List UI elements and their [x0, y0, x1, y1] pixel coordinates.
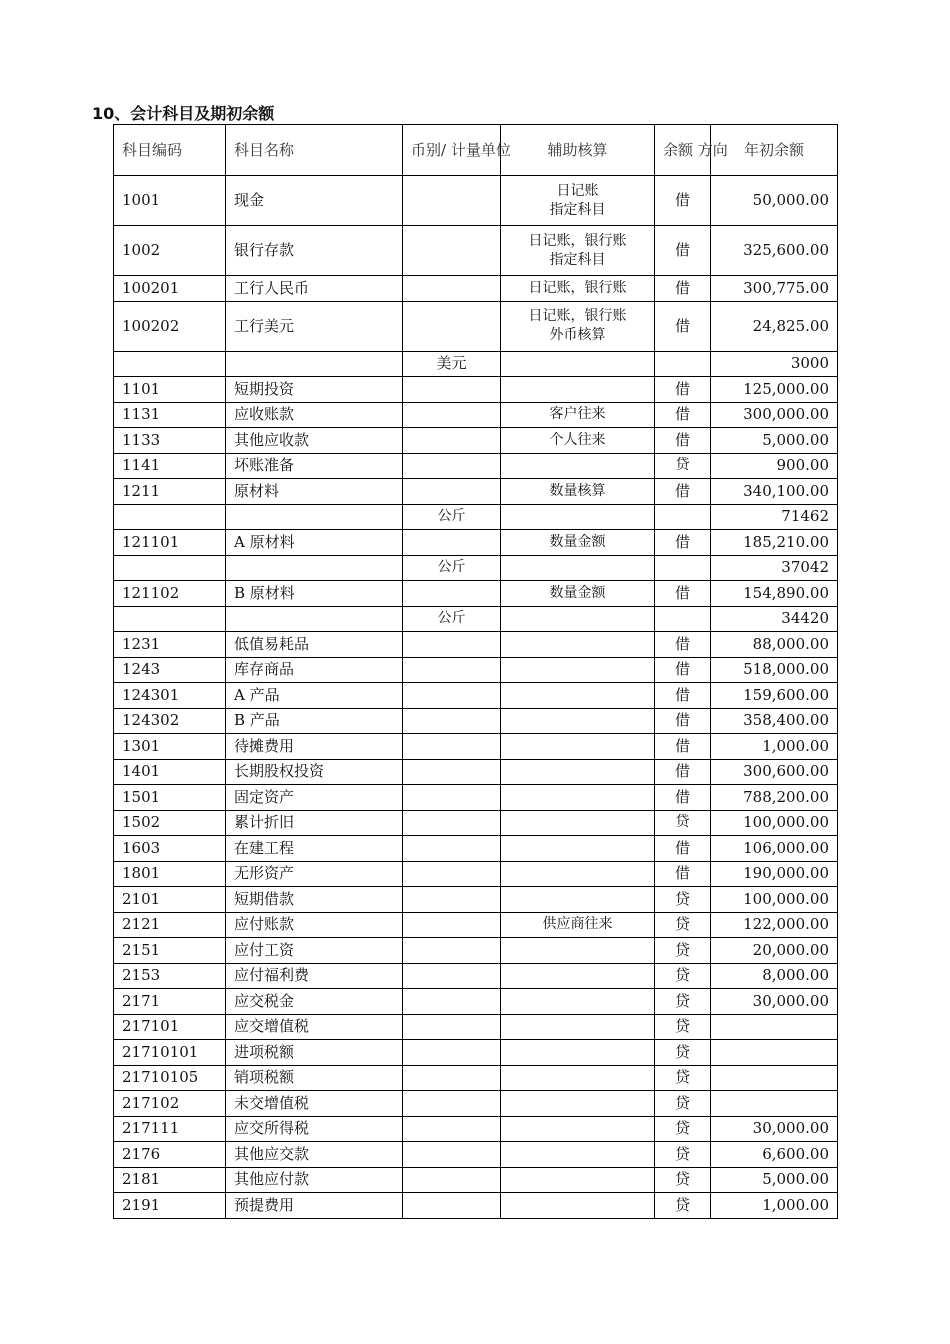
table-row — [114, 1167, 838, 1193]
table-row — [114, 428, 838, 454]
cell-aux — [501, 887, 655, 913]
cell-direction: 借 — [655, 226, 711, 276]
cell-name: 长期股权投资 — [226, 759, 403, 785]
cell-code: 2181 — [114, 1167, 226, 1193]
table-row — [114, 1116, 838, 1142]
cell-balance: 8,000.00 — [711, 963, 838, 989]
cell-direction: 贷 — [655, 963, 711, 989]
cell-balance: 5,000.00 — [711, 1167, 838, 1193]
cell-balance: 122,000.00 — [711, 912, 838, 938]
cell-balance: 5,000.00 — [711, 428, 838, 454]
cell-aux — [501, 989, 655, 1015]
cell-aux — [501, 377, 655, 403]
cell-unit — [403, 1065, 501, 1091]
cell-unit — [403, 810, 501, 836]
cell-code: 2151 — [114, 938, 226, 964]
cell-aux — [501, 1167, 655, 1193]
cell-balance: 190,000.00 — [711, 861, 838, 887]
cell-direction: 借 — [655, 530, 711, 556]
cell-name: 其他应收款 — [226, 428, 403, 454]
cell-unit — [403, 1142, 501, 1168]
aux-line-1: 供应商往来 — [542, 916, 613, 933]
cell-aux — [501, 176, 655, 226]
cell-name: 待摊费用 — [226, 734, 403, 760]
cell-code: 1501 — [114, 785, 226, 811]
header-currency — [403, 125, 511, 176]
cell-unit — [403, 912, 501, 938]
table-row — [114, 479, 838, 505]
table-row — [114, 1091, 838, 1117]
cell-unit: 公斤 — [403, 504, 501, 530]
table-row — [114, 276, 838, 302]
cell-balance — [711, 1014, 838, 1040]
table-row — [114, 1065, 838, 1091]
cell-unit — [403, 759, 501, 785]
cell-unit — [403, 301, 501, 351]
cell-name: 应交所得税 — [226, 1116, 403, 1142]
cell-unit — [403, 657, 501, 683]
table-row — [114, 377, 838, 403]
cell-code: 1603 — [114, 836, 226, 862]
cell-unit — [403, 176, 501, 226]
cell-aux — [501, 708, 655, 734]
cell-code: 1131 — [114, 402, 226, 428]
cell-aux — [501, 632, 655, 658]
cell-direction: 借 — [655, 479, 711, 505]
cell-code: 100201 — [114, 276, 226, 302]
cell-code: 1101 — [114, 377, 226, 403]
cell-unit — [403, 887, 501, 913]
cell-unit — [403, 708, 501, 734]
cell-balance: 185,210.00 — [711, 530, 838, 556]
cell-name: 库存商品 — [226, 657, 403, 683]
cell-balance: 20,000.00 — [711, 938, 838, 964]
cell-code: 2176 — [114, 1142, 226, 1168]
cell-unit — [403, 1014, 501, 1040]
cell-balance: 71462 — [711, 504, 838, 530]
table-row — [114, 887, 838, 913]
table-row — [114, 632, 838, 658]
table-row — [114, 530, 838, 556]
cell-aux — [501, 301, 655, 351]
cell-unit — [403, 428, 501, 454]
cell-unit — [403, 530, 501, 556]
cell-balance: 518,000.00 — [711, 657, 838, 683]
cell-unit — [403, 402, 501, 428]
cell-balance: 100,000.00 — [711, 810, 838, 836]
header-currency-line2: 计量单位 — [450, 140, 511, 159]
table-row — [114, 581, 838, 607]
cell-name: 银行存款 — [226, 226, 403, 276]
cell-name: 应交税金 — [226, 989, 403, 1015]
cell-direction: 贷 — [655, 1167, 711, 1193]
cell-direction: 贷 — [655, 1014, 711, 1040]
cell-unit — [403, 683, 501, 709]
table-body — [114, 176, 838, 1219]
header-direction-line2: 方向 — [697, 140, 728, 159]
cell-unit — [403, 276, 501, 302]
cell-name: 应付工资 — [226, 938, 403, 964]
cell-code: 217101 — [114, 1014, 226, 1040]
table-row — [114, 555, 838, 581]
aux-line-1: 日记账 — [556, 182, 599, 199]
cell-unit — [403, 989, 501, 1015]
cell-aux — [501, 657, 655, 683]
cell-aux — [501, 1193, 655, 1219]
cell-aux — [501, 963, 655, 989]
cell-direction: 借 — [655, 785, 711, 811]
cell-balance: 358,400.00 — [711, 708, 838, 734]
cell-name: 应付福利费 — [226, 963, 403, 989]
cell-unit — [403, 377, 501, 403]
table-row — [114, 963, 838, 989]
cell-code: 1301 — [114, 734, 226, 760]
cell-direction: 贷 — [655, 1193, 711, 1219]
cell-code: 1133 — [114, 428, 226, 454]
cell-code: 1231 — [114, 632, 226, 658]
aux-line-1: 客户往来 — [549, 406, 606, 423]
table-row — [114, 734, 838, 760]
cell-direction — [655, 606, 711, 632]
table-row — [114, 606, 838, 632]
cell-balance: 37042 — [711, 555, 838, 581]
cell-direction: 贷 — [655, 938, 711, 964]
cell-unit: 公斤 — [403, 555, 501, 581]
cell-name: B 原材料 — [226, 581, 403, 607]
aux-line-1: 日记账，银行账 — [528, 279, 627, 296]
cell-direction: 借 — [655, 428, 711, 454]
cell-balance — [711, 1040, 838, 1066]
cell-aux — [501, 759, 655, 785]
cell-direction: 贷 — [655, 1116, 711, 1142]
cell-aux — [501, 276, 655, 302]
cell-direction: 贷 — [655, 1065, 711, 1091]
cell-unit — [403, 226, 501, 276]
table-row — [114, 708, 838, 734]
cell-code: 1002 — [114, 226, 226, 276]
cell-balance: 154,890.00 — [711, 581, 838, 607]
cell-aux — [501, 479, 655, 505]
cell-direction: 借 — [655, 861, 711, 887]
cell-direction: 借 — [655, 836, 711, 862]
table-row — [114, 1142, 838, 1168]
cell-name: 未交增值税 — [226, 1091, 403, 1117]
table-row — [114, 176, 838, 226]
cell-name: 预提费用 — [226, 1193, 403, 1219]
cell-balance: 30,000.00 — [711, 989, 838, 1015]
cell-aux — [501, 581, 655, 607]
header-currency-line1: 币别/ — [411, 140, 447, 159]
cell-code: 21710101 — [114, 1040, 226, 1066]
cell-code: 2191 — [114, 1193, 226, 1219]
table-row — [114, 1040, 838, 1066]
cell-balance: 3000 — [711, 351, 838, 377]
cell-name: 原材料 — [226, 479, 403, 505]
cell-unit — [403, 836, 501, 862]
table-row — [114, 938, 838, 964]
table-row — [114, 989, 838, 1015]
aux-line-2: 外币核算 — [549, 327, 606, 343]
table-row — [114, 402, 838, 428]
cell-aux — [501, 226, 655, 276]
cell-name: 销项税额 — [226, 1065, 403, 1091]
cell-code: 2171 — [114, 989, 226, 1015]
cell-aux — [501, 1040, 655, 1066]
table-row — [114, 1193, 838, 1219]
cell-unit — [403, 632, 501, 658]
cell-aux — [501, 683, 655, 709]
table-row — [114, 453, 838, 479]
cell-direction: 借 — [655, 581, 711, 607]
cell-balance: 50,000.00 — [711, 176, 838, 226]
cell-name: A 产品 — [226, 683, 403, 709]
cell-code — [114, 351, 226, 377]
cell-direction: 借 — [655, 734, 711, 760]
cell-name: 累计折旧 — [226, 810, 403, 836]
cell-aux — [501, 734, 655, 760]
cell-name: 进项税额 — [226, 1040, 403, 1066]
cell-unit — [403, 785, 501, 811]
table-row — [114, 301, 838, 351]
cell-direction: 借 — [655, 657, 711, 683]
cell-unit — [403, 1116, 501, 1142]
cell-code — [114, 606, 226, 632]
cell-aux — [501, 504, 655, 530]
cell-direction — [655, 555, 711, 581]
cell-code: 217111 — [114, 1116, 226, 1142]
cell-name: 其他应付款 — [226, 1167, 403, 1193]
table-row — [114, 836, 838, 862]
cell-aux — [501, 453, 655, 479]
cell-aux — [501, 1142, 655, 1168]
cell-code: 1001 — [114, 176, 226, 226]
cell-unit — [403, 938, 501, 964]
cell-balance: 125,000.00 — [711, 377, 838, 403]
cell-balance: 300,600.00 — [711, 759, 838, 785]
cell-name: 坏账准备 — [226, 453, 403, 479]
cell-direction: 贷 — [655, 453, 711, 479]
cell-direction: 借 — [655, 377, 711, 403]
cell-balance: 340,100.00 — [711, 479, 838, 505]
cell-code: 121101 — [114, 530, 226, 556]
cell-unit — [403, 1167, 501, 1193]
cell-aux — [501, 606, 655, 632]
cell-code: 2101 — [114, 887, 226, 913]
cell-direction: 借 — [655, 176, 711, 226]
aux-line-1: 日记账，银行账 — [528, 308, 627, 324]
cell-balance: 6,600.00 — [711, 1142, 838, 1168]
aux-line-2: 指定科目 — [549, 251, 606, 268]
cell-aux — [501, 938, 655, 964]
cell-code: 1502 — [114, 810, 226, 836]
table-row — [114, 912, 838, 938]
cell-name — [226, 504, 403, 530]
cell-aux — [501, 1091, 655, 1117]
cell-aux — [501, 912, 655, 938]
cell-balance: 30,000.00 — [711, 1116, 838, 1142]
cell-unit: 公斤 — [403, 606, 501, 632]
table-row — [114, 351, 838, 377]
aux-line-2: 指定科目 — [549, 201, 606, 218]
cell-name: 应收账款 — [226, 402, 403, 428]
cell-direction: 借 — [655, 632, 711, 658]
table-row — [114, 657, 838, 683]
cell-direction: 贷 — [655, 989, 711, 1015]
cell-code: 217102 — [114, 1091, 226, 1117]
aux-line-1: 数量金额 — [549, 584, 606, 601]
table-header-row — [114, 125, 838, 176]
cell-unit — [403, 1091, 501, 1117]
cell-aux — [501, 1014, 655, 1040]
cell-name — [226, 351, 403, 377]
cell-balance: 100,000.00 — [711, 887, 838, 913]
table-row — [114, 785, 838, 811]
cell-aux — [501, 402, 655, 428]
header-aux: 辅助核算 — [501, 125, 655, 176]
cell-code: 2153 — [114, 963, 226, 989]
cell-unit — [403, 1193, 501, 1219]
cell-balance: 1,000.00 — [711, 734, 838, 760]
cell-name — [226, 606, 403, 632]
cell-balance: 1,000.00 — [711, 1193, 838, 1219]
cell-balance: 900.00 — [711, 453, 838, 479]
cell-aux — [501, 428, 655, 454]
cell-balance: 24,825.00 — [711, 301, 838, 351]
cell-code: 2121 — [114, 912, 226, 938]
cell-direction — [655, 504, 711, 530]
cell-balance — [711, 1091, 838, 1117]
cell-code — [114, 555, 226, 581]
cell-unit — [403, 453, 501, 479]
header-direction — [655, 125, 728, 176]
cell-balance: 88,000.00 — [711, 632, 838, 658]
table-row — [114, 504, 838, 530]
cell-aux — [501, 836, 655, 862]
cell-name: 固定资产 — [226, 785, 403, 811]
table-row — [114, 1014, 838, 1040]
cell-name: 无形资产 — [226, 861, 403, 887]
table-row — [114, 683, 838, 709]
cell-balance: 325,600.00 — [711, 226, 838, 276]
cell-unit — [403, 581, 501, 607]
cell-direction: 借 — [655, 708, 711, 734]
cell-balance: 300,000.00 — [711, 402, 838, 428]
cell-aux — [501, 1116, 655, 1142]
cell-direction — [655, 351, 711, 377]
cell-balance: 34420 — [711, 606, 838, 632]
cell-balance: 788,200.00 — [711, 785, 838, 811]
cell-direction: 借 — [655, 276, 711, 302]
cell-unit — [403, 1040, 501, 1066]
cell-name: 短期投资 — [226, 377, 403, 403]
cell-code: 1401 — [114, 759, 226, 785]
cell-code: 1801 — [114, 861, 226, 887]
cell-unit — [403, 963, 501, 989]
cell-aux — [501, 861, 655, 887]
cell-direction: 借 — [655, 301, 711, 351]
cell-name: 工行美元 — [226, 301, 403, 351]
cell-code: 121102 — [114, 581, 226, 607]
cell-balance: 159,600.00 — [711, 683, 838, 709]
cell-code: 124302 — [114, 708, 226, 734]
aux-line-1: 个人往来 — [549, 431, 606, 448]
section-heading: 10、会计科目及期初余额 — [92, 104, 275, 123]
cell-name: 工行人民币 — [226, 276, 403, 302]
cell-name: B 产品 — [226, 708, 403, 734]
cell-direction: 贷 — [655, 887, 711, 913]
cell-aux — [501, 530, 655, 556]
cell-balance — [711, 1065, 838, 1091]
cell-code — [114, 504, 226, 530]
cell-unit — [403, 734, 501, 760]
header-balance: 年初余额 — [711, 125, 838, 176]
table-row — [114, 861, 838, 887]
cell-name — [226, 555, 403, 581]
cell-unit — [403, 861, 501, 887]
cell-direction: 借 — [655, 683, 711, 709]
cell-direction: 借 — [655, 402, 711, 428]
cell-name: 其他应交款 — [226, 1142, 403, 1168]
cell-direction: 贷 — [655, 1091, 711, 1117]
cell-code: 100202 — [114, 301, 226, 351]
cell-direction: 贷 — [655, 1142, 711, 1168]
cell-code: 21710105 — [114, 1065, 226, 1091]
cell-direction: 贷 — [655, 1040, 711, 1066]
aux-line-1: 数量金额 — [549, 533, 606, 550]
cell-aux — [501, 810, 655, 836]
accounts-table — [113, 124, 838, 1219]
header-code: 科目编码 — [114, 125, 226, 176]
cell-name: A 原材料 — [226, 530, 403, 556]
cell-name: 应交增值税 — [226, 1014, 403, 1040]
cell-code: 1243 — [114, 657, 226, 683]
cell-unit — [403, 479, 501, 505]
cell-name: 低值易耗品 — [226, 632, 403, 658]
cell-name: 在建工程 — [226, 836, 403, 862]
cell-code: 1141 — [114, 453, 226, 479]
cell-aux — [501, 1065, 655, 1091]
cell-name: 短期借款 — [226, 887, 403, 913]
cell-unit: 美元 — [403, 351, 501, 377]
cell-direction: 借 — [655, 759, 711, 785]
cell-direction: 贷 — [655, 810, 711, 836]
cell-balance: 106,000.00 — [711, 836, 838, 862]
table-row — [114, 226, 838, 276]
cell-code: 124301 — [114, 683, 226, 709]
cell-aux — [501, 555, 655, 581]
cell-aux — [501, 785, 655, 811]
cell-aux — [501, 351, 655, 377]
cell-name: 现金 — [226, 176, 403, 226]
cell-balance: 300,775.00 — [711, 276, 838, 302]
cell-code: 1211 — [114, 479, 226, 505]
header-name: 科目名称 — [226, 125, 403, 176]
table-row — [114, 810, 838, 836]
cell-name: 应付账款 — [226, 912, 403, 938]
header-direction-line1: 余额 — [663, 140, 694, 159]
cell-direction: 贷 — [655, 912, 711, 938]
aux-line-1: 日记账，银行账 — [528, 232, 627, 249]
aux-line-1: 数量核算 — [549, 482, 606, 499]
table-row — [114, 759, 838, 785]
